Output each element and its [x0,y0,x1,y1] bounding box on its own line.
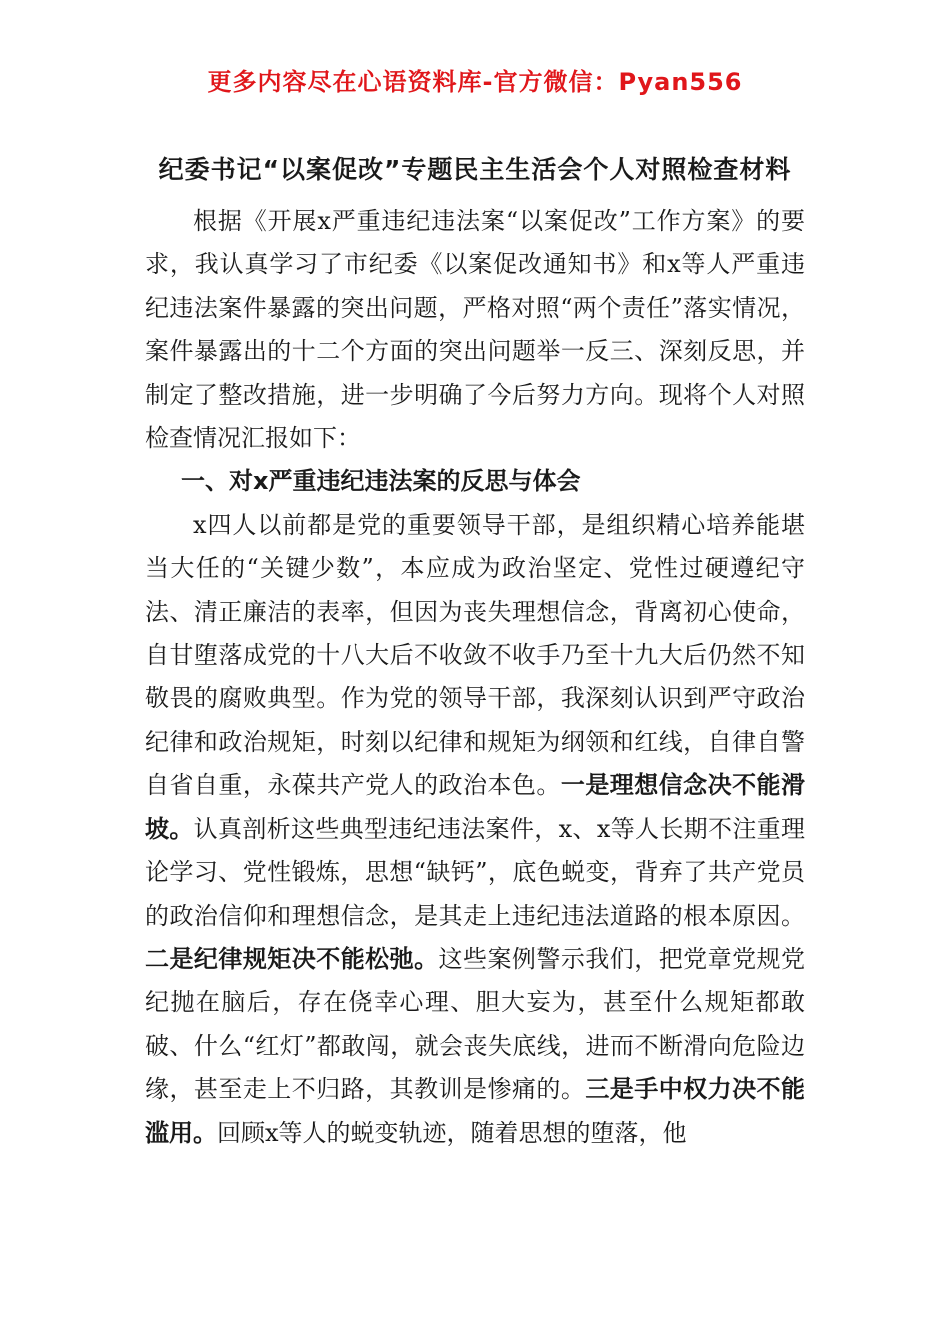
section-heading: 一、对x严重违纪违法案的反思与体会 [181,467,581,496]
paragraph-text: 认真剖析这些典型违纪违法案件，x、x等人长期不注重理论学习、党性锻炼，思想“缺钙”，底色蜕变，背弃了共产党员的政治信仰和理想信念，是其走上违纪违法道路的根本原因。 [145,814,806,930]
paragraph-text: 回顾x等人的蜕变轨迹，随着思想的堕落，他 [217,1118,687,1147]
paragraph-text: 这些案例警示我们，把党章党规党纪抛在脑后，存在侥幸心理、胆大妄为，甚至什么规矩都敢破、什么“红灯”都敢闯，就会丧失底线，进而不断滑向危险边缘，甚至走上不归路，其教训是惨痛的。 [145,944,806,1104]
document-title: 纪委书记“以案促改”专题民主生活会个人对照检查材料 [158,155,792,184]
document-body [145,200,805,1155]
bold-point: 一是理想信念决不能滑坡。 [145,771,806,843]
paragraph-text: x四人以前都是党的重要领导干部，是组织精心培养能堪当大任的“关键少数”，本应成为政治坚定、党性过硬遵纪守法、清正廉洁的表率，但因为丧失理想信念，背离初心使命，自甘堕落成党的十八大后不收敛不收手乃至十九大后仍然不知敬畏的腐败典型。作为党的领导干部，我深刻认识到严守政治纪律和政治规矩，时刻以纪律和规矩为纲领和红线，自律自警自省自重，永葆共产党人的政治本色。 [145,510,805,800]
watermark-header: 更多内容尽在心语资料库-官方微信：Pyan556 [207,68,743,96]
intro-paragraph: 根据《开展x严重违纪违法案“以案促改”工作方案》的要求，我认真学习了市纪委《以案促改通知书》和x等人严重违纪违法案件暴露的突出问题，严格对照“两个责任”落实情况，案件暴露出的十二个方面的突出问题举一反三、深刻反思，并制定了整改措施，进一步明确了今后努力方向。现将个人对照检查情况汇报如下： [145,207,805,453]
section-paragraph [145,504,805,1155]
bold-point: 三是手中权力决不能滥用。 [145,1075,806,1147]
bold-point: 二是纪律规矩决不能松弛。 [145,944,439,973]
